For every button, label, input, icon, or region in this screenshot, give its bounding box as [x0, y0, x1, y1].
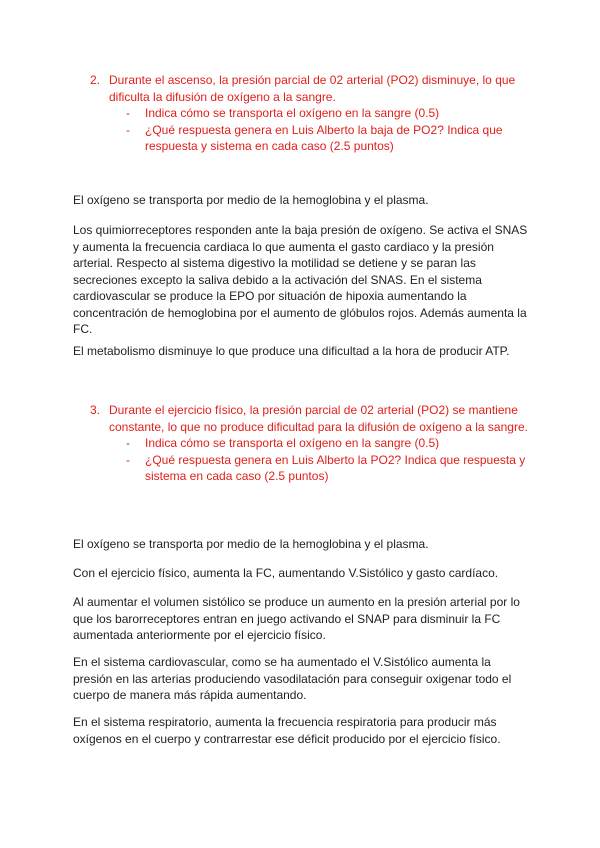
bullet-item [126, 435, 550, 452]
paragraph: Con el ejercicio físico, aumenta la FC, aumentando V.Sistólico y gasto cardíaco. [73, 566, 499, 580]
bullet-marker: - [126, 436, 130, 450]
question-3 [90, 402, 550, 485]
bullet-text: Indica cómo se transporta el oxígeno en la sangre (0.5) [145, 436, 440, 450]
paragraph: Al aumentar el volumen sistólico se produce un aumento en la presión arterial por lo que los barorreceptores entran en juego activando el SNAP para disminuir la FC aumentada anteriormente por el ejercicio físico. [73, 595, 520, 642]
bullet-marker: - [126, 106, 130, 120]
bullet-marker: - [126, 122, 130, 137]
bullet-text: ¿Qué respuesta genera en Luis Alberto la baja de PO2? Indica que respuesta y sistema en cada caso (2.5 puntos) [145, 122, 503, 153]
paragraph: Los quimiorreceptores responden ante la baja presión de oxígeno. Se activa el SNAS y aumenta la frecuencia cardiaca lo que aumenta el gasto cardiaco y la presión arterial. Respecto al sistema digestivo la motilidad se detiene y se paran las secreciones excepto la saliva debido a la activación del SNAS. En el sistema cardiovascular se produce la EPO por situación de hipoxia aumentando la concentración de hemoglobina por el aumento de glóbulos rojos. Además aumenta la FC. [73, 223, 528, 336]
paragraph: El oxígeno se transporta por medio de la hemoglobina y el plasma. [73, 193, 429, 207]
bullet-item [126, 122, 550, 155]
bullet-text: Indica cómo se transporta el oxígeno en la sangre (0.5) [145, 106, 440, 120]
question-number: 2. [90, 73, 101, 87]
bullet-item [126, 105, 550, 122]
bullet-marker: - [126, 452, 130, 467]
paragraph: El oxígeno se transporta por medio de la hemoglobina y el plasma. [73, 537, 429, 551]
bullet-text: ¿Qué respuesta genera en Luis Alberto la PO2? Indica que respuesta y sistema en cada caso (2.5 puntos) [145, 452, 526, 483]
paragraph: El metabolismo disminuye lo que produce una dificultad a la hora de producir ATP. [73, 344, 510, 358]
question-text: Durante el ejercicio físico, la presión parcial de 02 arterial (PO2) se mantiene constante, lo que no produce dificultad para la difusión de oxígeno a la sangre. [109, 403, 528, 434]
question-2 [90, 72, 550, 155]
bullet-item [126, 452, 550, 485]
paragraph: En el sistema respiratorio, aumenta la frecuencia respiratoria para producir más oxígenos en el cuerpo y contrarrestar ese déficit producido por el ejercicio físico. [73, 715, 501, 746]
question-bullets [90, 105, 550, 155]
question-number: 3. [90, 403, 101, 417]
paragraph: En el sistema cardiovascular, como se ha aumentado el V.Sistólico aumenta la presión en las arterias produciendo vasodilatación para conseguir oxigenar todo el cuerpo de manera más rápida aumentando. [73, 655, 512, 702]
question-bullets [90, 435, 550, 485]
question-text: Durante el ascenso, la presión parcial de 02 arterial (PO2) disminuye, lo que dificulta la difusión de oxígeno a la sangre. [109, 73, 516, 104]
